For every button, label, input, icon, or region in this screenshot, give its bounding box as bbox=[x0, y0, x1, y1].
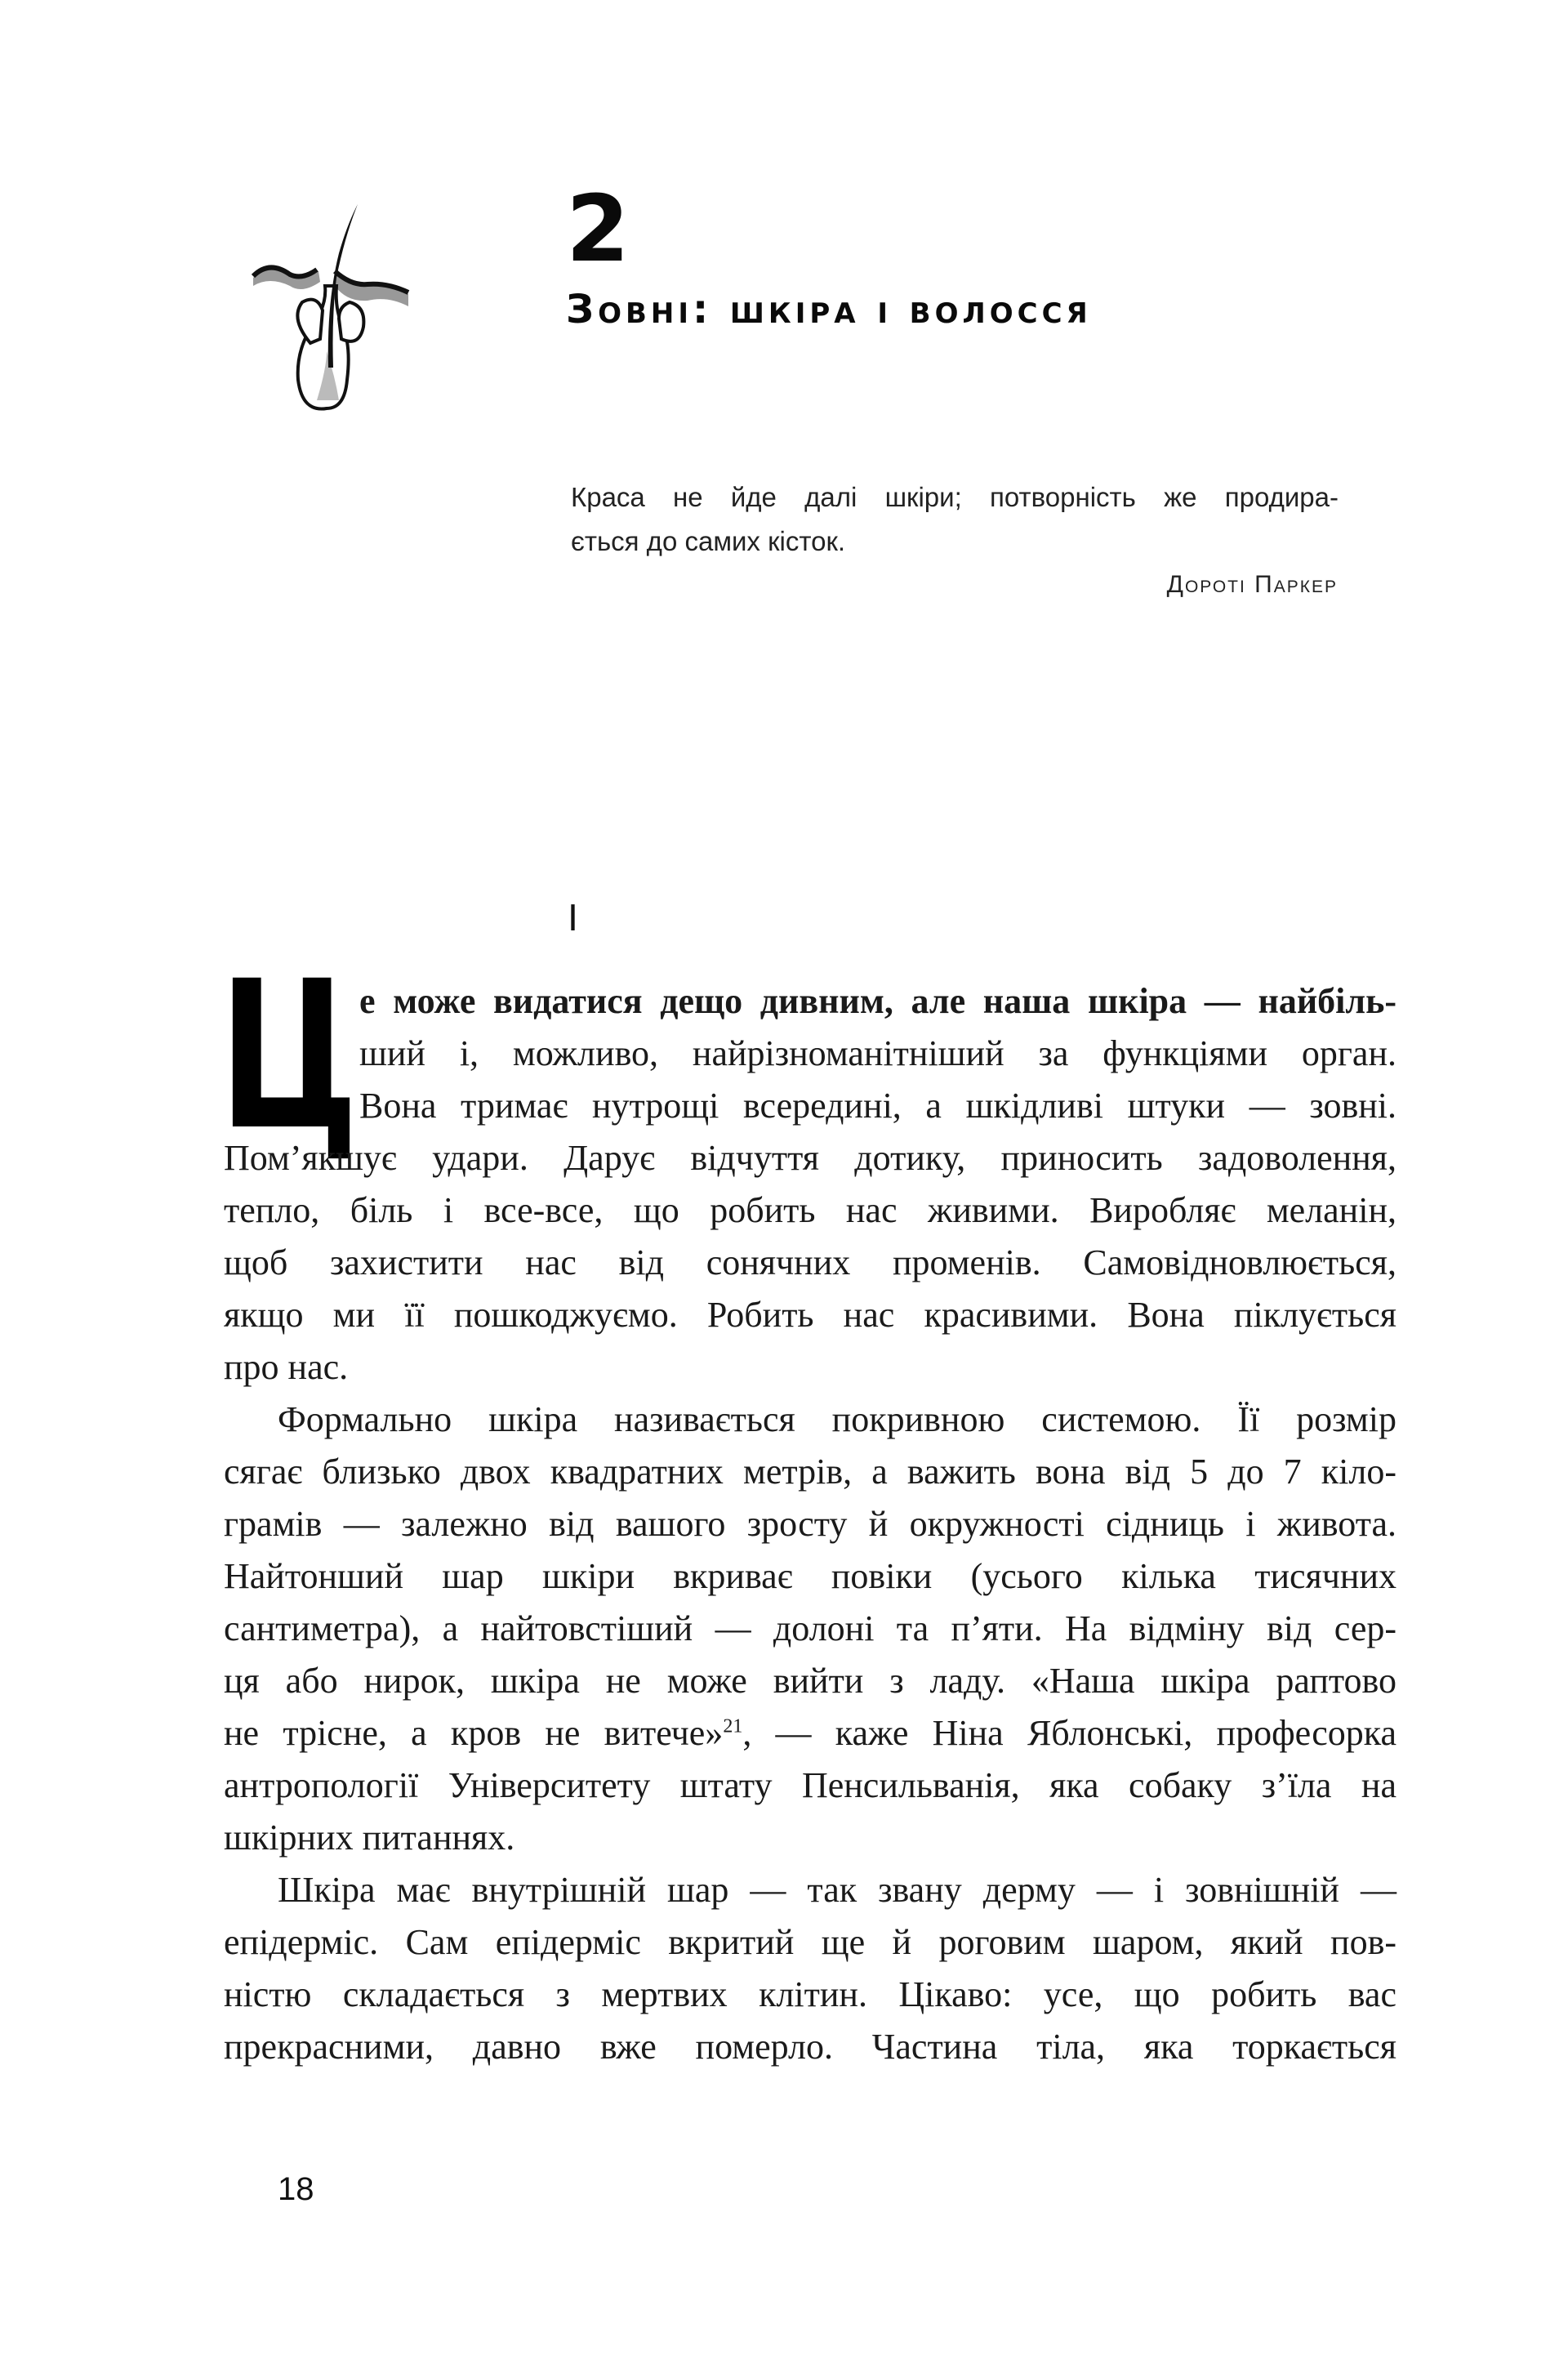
text-line: грамів — залежно від вашого зросту й окружності сідниць і живота. bbox=[224, 1504, 1396, 1544]
epigraph-author: Дороті Паркер bbox=[1166, 571, 1338, 598]
text-line: Формально шкіра називається покривною системою. Її розмір bbox=[278, 1399, 1396, 1439]
text-line: Пом’якшує удари. Дарує відчуття дотику, приносить задоволення, bbox=[224, 1138, 1396, 1178]
epigraph-line: Краса не йде далі шкіри; потворність же продира- bbox=[571, 482, 1339, 512]
text-line: якщо ми її пошкоджуємо. Робить нас красивими. Вона піклується bbox=[224, 1295, 1396, 1335]
text-line: Вона тримає нутрощі всередині, а шкідливі штуки — зовні. bbox=[359, 1086, 1396, 1126]
footnote-ref[interactable]: 21 bbox=[723, 1715, 743, 1737]
text-line: епідерміс. Сам епідерміс вкритий ще й роговим шаром, який пов- bbox=[224, 1922, 1396, 1962]
text-line bbox=[224, 975, 1396, 1028]
text-line: сягає близько двох квадратних метрів, а важить вона від 5 до 7 кіло- bbox=[224, 1452, 1396, 1492]
text-line: ністю складається з мертвих клітин. Цікаво: усе, що робить вас bbox=[224, 1974, 1396, 2014]
page-number: 18 bbox=[278, 2171, 314, 2207]
text-line: тепло, біль і все-все, що робить нас живими. Виробляє меланін, bbox=[224, 1190, 1396, 1230]
text-fragment: не трісне, а кров не витече» bbox=[224, 1713, 724, 1753]
text-line: ший і, можливо, найрізноманітніший за функціями орган. bbox=[359, 1033, 1396, 1073]
drop-cap: Ц bbox=[219, 937, 359, 1175]
chapter-title: Зовні: шкіра і волосся bbox=[566, 287, 1092, 332]
body-text bbox=[224, 975, 1396, 2073]
text-line: прекрасними, давно вже померло. Частина тіла, яка торкається bbox=[224, 2027, 1396, 2067]
text-line bbox=[224, 1707, 1396, 1760]
section-number: I bbox=[568, 898, 578, 939]
first-letter: е може видатися дещо дивним, але наша шкіра — найбіль- bbox=[359, 981, 1396, 1021]
text-line: ця або нирок, шкіра не може вийти з ладу. «Наша шкіра раптово bbox=[224, 1661, 1396, 1701]
text-line: Найтонший шар шкіри вкриває повіки (усього кілька тисячних bbox=[224, 1556, 1396, 1596]
hair-follicle-icon bbox=[245, 204, 416, 425]
text-line: сантиметра), а найтовстіший — долоні та п’яти. На відміну від сер- bbox=[224, 1608, 1396, 1648]
text-line: шкірних питаннях. bbox=[224, 1818, 515, 1858]
text-line: щоб захистити нас від сонячних променів. Самовідновлюється, bbox=[224, 1242, 1396, 1282]
epigraph-line: ється до самих кісток. bbox=[571, 526, 846, 556]
chapter-number: 2 bbox=[566, 176, 630, 283]
text-line: антропології Університету штату Пенсильванія, яка собаку з’їла на bbox=[224, 1765, 1396, 1805]
text-fragment: , — каже Ніна Яблонські, професорка bbox=[742, 1713, 1396, 1753]
text-line: про нас. bbox=[224, 1347, 349, 1387]
text-line: Шкіра має внутрішній шар — так звану дерму — і зовнішній — bbox=[278, 1870, 1396, 1910]
